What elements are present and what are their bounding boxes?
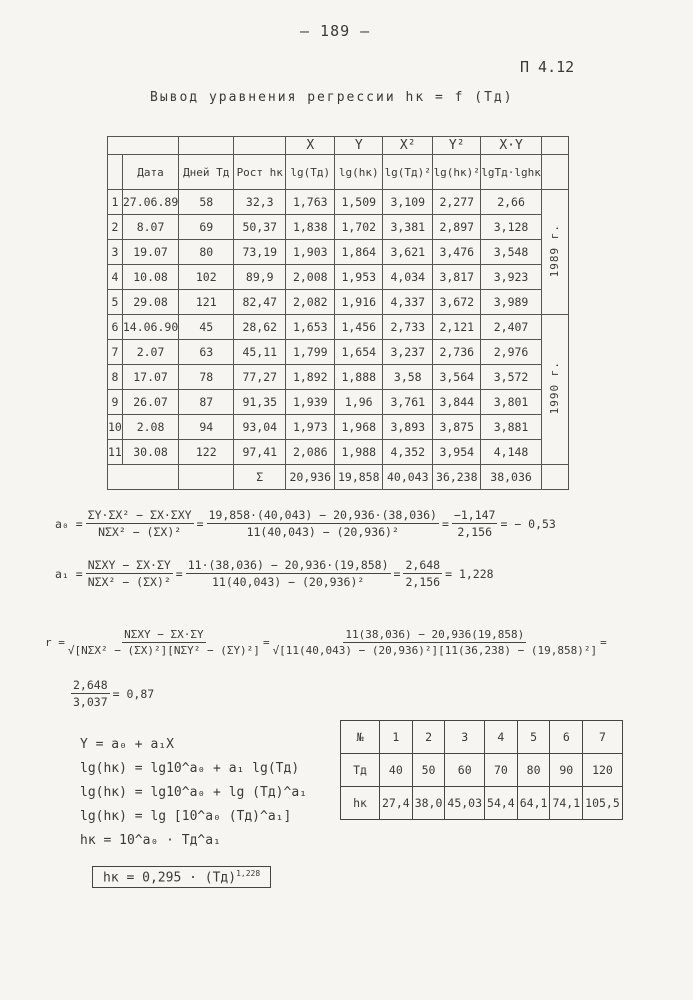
denominator: 2,156 xyxy=(457,525,492,539)
header-blank xyxy=(108,137,179,155)
denominator: 2,156 xyxy=(405,575,441,589)
table-cell: 3,989 xyxy=(481,290,542,315)
formula-a1: a₁ = $\frac{\text{NΣXY − ΣX·ΣY}}{\text{NΣX² − (ΣX)²}}$ = $\frac{11\cdot(38,036) - 20,936\cdot(19,858)}{\text{11(40,043) − (20,936)²}}$ = $\frac{2,648}{2,156}$ = 1,228 xyxy=(55,558,494,589)
table-cell: 93,04 xyxy=(234,415,286,440)
table-cell: 63 xyxy=(179,340,234,365)
table-cell: 7 xyxy=(583,721,623,754)
table-cell: 3,572 xyxy=(481,365,542,390)
table-cell: 7 xyxy=(108,340,123,365)
table-row xyxy=(341,787,623,820)
table-row xyxy=(108,290,569,315)
table-cell: 3,672 xyxy=(433,290,481,315)
header-blank xyxy=(234,137,286,155)
table-cell: 58 xyxy=(179,190,234,215)
step: lg(hк) = lg [10^a₀ (Tд)^a₁] xyxy=(80,809,292,824)
year-label-cell xyxy=(541,315,568,465)
table-cell: 80 xyxy=(517,754,550,787)
table-cell: 26.07 xyxy=(122,390,178,415)
table-cell: 73,19 xyxy=(234,240,286,265)
table-cell: 5 xyxy=(108,290,123,315)
document-title: Вывод уравнения регрессии hк = f (Tд) xyxy=(150,90,514,105)
table-cell: 4,337 xyxy=(383,290,433,315)
table-cell: 1,702 xyxy=(335,215,383,240)
table-cell: 102 xyxy=(179,265,234,290)
column-symbol: X² xyxy=(383,137,433,155)
table-cell: 3,109 xyxy=(383,190,433,215)
table-cell: 82,47 xyxy=(234,290,286,315)
table-cell: 87 xyxy=(179,390,234,415)
table-cell: 2.08 xyxy=(122,415,178,440)
header-row-symbols xyxy=(108,137,569,155)
table-cell: 3,761 xyxy=(383,390,433,415)
table-cell: 3,893 xyxy=(383,415,433,440)
page-reference: П 4.12 xyxy=(520,58,575,76)
table-cell: 3,875 xyxy=(433,415,481,440)
year-label: 1990 г. xyxy=(548,361,562,415)
table-cell: 2 xyxy=(412,721,445,754)
column-header: Рост hк xyxy=(234,155,286,190)
numerator: 11·(38,036) − 20,936·(19,858) xyxy=(187,558,389,572)
header-number xyxy=(108,155,123,190)
table-row xyxy=(108,340,569,365)
column-header: lg(Tд)² xyxy=(383,155,433,190)
table-cell: 69 xyxy=(179,215,234,240)
step: hк = 10^a₀ · Tд^a₁ xyxy=(80,833,221,848)
table-cell: 3,237 xyxy=(383,340,433,365)
table-cell: 45,03 xyxy=(445,787,485,820)
final-equation: hк = 0,295 · (Tд) xyxy=(103,870,237,886)
header-blank xyxy=(541,155,568,190)
r-result-numerator: 2,648 xyxy=(73,678,108,692)
table-cell: 9 xyxy=(108,390,123,415)
final-exponent: 1,228 xyxy=(236,869,261,878)
table-cell: 1,96 xyxy=(335,390,383,415)
table-cell: 45,11 xyxy=(234,340,286,365)
table-cell: 120 xyxy=(583,754,623,787)
sum-value: 20,936 xyxy=(286,465,335,490)
denominator: NΣX² − (ΣX)² xyxy=(98,525,182,539)
table-cell: 2,407 xyxy=(481,315,542,340)
denominator: NΣX² − (ΣX)² xyxy=(87,575,171,589)
table-cell: 1 xyxy=(108,190,123,215)
page-number: – 189 – xyxy=(300,22,371,40)
table-row xyxy=(341,721,623,754)
header-blank xyxy=(179,137,234,155)
table-cell: 10 xyxy=(108,415,123,440)
table-cell: 3,817 xyxy=(433,265,481,290)
table-cell: 3 xyxy=(445,721,485,754)
table-cell: 1,763 xyxy=(286,190,335,215)
row-label: Tд xyxy=(341,754,380,787)
table-row xyxy=(108,415,569,440)
table-cell: 19.07 xyxy=(122,240,178,265)
table-cell: 1,654 xyxy=(335,340,383,365)
table-cell: 1,968 xyxy=(335,415,383,440)
table-cell: 30.08 xyxy=(122,440,178,465)
lhs: a₁ = xyxy=(55,566,83,581)
table-cell: 1,653 xyxy=(286,315,335,340)
row-label: № xyxy=(341,721,380,754)
table-cell: 2,736 xyxy=(433,340,481,365)
table-row xyxy=(108,365,569,390)
formula-r-result xyxy=(68,678,154,709)
table-cell: 6 xyxy=(550,721,583,754)
step: Y = a₀ + a₁X xyxy=(80,737,174,752)
table-cell: 8.07 xyxy=(122,215,178,240)
table-cell: 4 xyxy=(485,721,518,754)
table-cell: 121 xyxy=(179,290,234,315)
result: = 1,228 xyxy=(445,566,494,581)
table-row xyxy=(108,240,569,265)
denominator: √[11(40,043) − (20,936)²][11(36,238) − (19,858)²] xyxy=(272,644,598,657)
sum-row xyxy=(108,465,569,490)
table-cell: 32,3 xyxy=(234,190,286,215)
table-cell: 8 xyxy=(108,365,123,390)
denominator: √[NΣX² − (ΣX)²][NΣY² − (ΣY)²] xyxy=(67,644,260,657)
table-cell: 3,954 xyxy=(433,440,481,465)
table-cell: 64,1 xyxy=(517,787,550,820)
column-symbol: Y xyxy=(335,137,383,155)
table-cell: 2,277 xyxy=(433,190,481,215)
table-cell: 3,923 xyxy=(481,265,542,290)
derivation-steps xyxy=(80,733,307,853)
table-cell: 1,988 xyxy=(335,440,383,465)
table-cell: 3,548 xyxy=(481,240,542,265)
table-cell: 2,897 xyxy=(433,215,481,240)
regression-data-table xyxy=(107,136,569,490)
table-cell: 90 xyxy=(550,754,583,787)
table-cell: 5 xyxy=(517,721,550,754)
formula-r: r = $\frac{\text{NΣXY − ΣX·ΣY}}{\text{√[NΣX² − (ΣX)²][NΣY² − (ΣY)²]}}$ = $\frac{11(38,036) - 20,936(19,858)}{\text{√[11(40,043) − (20,936)²][11(36,238) − (19,858)²]}}$ = xyxy=(45,628,607,657)
table-cell: 105,5 xyxy=(583,787,623,820)
table-cell: 60 xyxy=(445,754,485,787)
table-cell: 28,62 xyxy=(234,315,286,340)
table-cell: 29.08 xyxy=(122,290,178,315)
table-cell: 1,892 xyxy=(286,365,335,390)
table-cell: 1,799 xyxy=(286,340,335,365)
numerator: ΣY·ΣX² − ΣX·ΣXY xyxy=(87,508,192,522)
formula-a0: a₀ = $\frac{\text{ΣY·ΣX² − ΣX·ΣXY}}{\text{NΣX² − (ΣX)²}}$ = $\frac{19,858\cdot(40,043) - 20,936\cdot(38,036)}{\text{11(40,043) − (20,936)²}}$ = $\frac{-1,147}{2,156}$ = − 0,53 xyxy=(55,508,556,539)
column-header: lg(Tд) xyxy=(286,155,335,190)
step: lg(hк) = lg10^a₀ + lg (Tд)^a₁ xyxy=(80,785,307,800)
table-row xyxy=(108,190,569,215)
table-cell: 3 xyxy=(108,240,123,265)
r-result-denominator: 3,037 xyxy=(73,695,108,709)
table-cell: 1,888 xyxy=(335,365,383,390)
table-cell: 1,509 xyxy=(335,190,383,215)
numerator: NΣXY − ΣX·ΣY xyxy=(87,558,171,572)
table-cell: 4,034 xyxy=(383,265,433,290)
sum-label: Σ xyxy=(234,465,286,490)
row-label: hк xyxy=(341,787,380,820)
table-cell: 3,621 xyxy=(383,240,433,265)
sum-value: 40,043 xyxy=(383,465,433,490)
year-label-cell xyxy=(541,190,568,315)
table-cell: 122 xyxy=(179,440,234,465)
table-cell: 17.07 xyxy=(122,365,178,390)
table-cell: 3,476 xyxy=(433,240,481,265)
table-cell: 27,4 xyxy=(380,787,413,820)
table-cell: 2,082 xyxy=(286,290,335,315)
table-cell: 78 xyxy=(179,365,234,390)
predicted-values-table xyxy=(340,720,623,820)
numerator: 2,648 xyxy=(405,558,441,572)
sum-value: 36,238 xyxy=(433,465,481,490)
table-cell: 2,733 xyxy=(383,315,433,340)
table-cell: 1,838 xyxy=(286,215,335,240)
sum-blank xyxy=(179,465,234,490)
table-cell: 2,976 xyxy=(481,340,542,365)
sum-value: 38,036 xyxy=(481,465,542,490)
table-cell: 40 xyxy=(380,754,413,787)
table-cell: 2,008 xyxy=(286,265,335,290)
column-header: lg(hк) xyxy=(335,155,383,190)
table-cell: 27.06.89 xyxy=(122,190,178,215)
column-header: lg(hк)² xyxy=(433,155,481,190)
numerator: NΣXY − ΣX·ΣY xyxy=(124,628,204,641)
column-header: Дней Tд xyxy=(179,155,234,190)
table-cell: 14.06.90 xyxy=(122,315,178,340)
final-equation-box xyxy=(92,866,271,888)
table-cell: 4,148 xyxy=(481,440,542,465)
table-cell: 4,352 xyxy=(383,440,433,465)
table-cell: 1,903 xyxy=(286,240,335,265)
denominator: 11(40,043) − (20,936)² xyxy=(246,525,399,539)
table-cell: 1,864 xyxy=(335,240,383,265)
table-cell: 38,0 xyxy=(412,787,445,820)
table-row xyxy=(108,440,569,465)
step: lg(hк) = lg10^a₀ + a₁ lg(Tд) xyxy=(80,761,300,776)
table-cell: 50 xyxy=(412,754,445,787)
table-cell: 89,9 xyxy=(234,265,286,290)
numerator: 11(38,036) − 20,936(19,858) xyxy=(345,628,525,641)
header-row xyxy=(108,155,569,190)
denominator: 11(40,043) − (20,936)² xyxy=(211,575,365,589)
table-cell: 3,801 xyxy=(481,390,542,415)
result: = − 0,53 xyxy=(500,516,556,531)
table-cell: 77,27 xyxy=(234,365,286,390)
table-cell: 3,58 xyxy=(383,365,433,390)
table-cell: 91,35 xyxy=(234,390,286,415)
sum-blank xyxy=(541,465,568,490)
table-row xyxy=(341,754,623,787)
column-symbol: X xyxy=(286,137,335,155)
lhs: a₀ = xyxy=(55,516,83,531)
table-cell: 4 xyxy=(108,265,123,290)
header-blank xyxy=(541,137,568,155)
table-cell: 3,881 xyxy=(481,415,542,440)
table-cell: 2.07 xyxy=(122,340,178,365)
table-cell: 2,121 xyxy=(433,315,481,340)
sum-value: 19,858 xyxy=(335,465,383,490)
table-row xyxy=(108,215,569,240)
column-symbol: Y² xyxy=(433,137,481,155)
table-cell: 1,916 xyxy=(335,290,383,315)
table-cell: 6 xyxy=(108,315,123,340)
table-cell: 1,456 xyxy=(335,315,383,340)
table-cell: 2,66 xyxy=(481,190,542,215)
table-cell: 1,973 xyxy=(286,415,335,440)
table-cell: 1 xyxy=(380,721,413,754)
numerator: 19,858·(40,043) − 20,936·(38,036) xyxy=(208,508,437,522)
column-symbol: X·Y xyxy=(481,137,542,155)
table-cell: 74,1 xyxy=(550,787,583,820)
table-cell: 2,086 xyxy=(286,440,335,465)
numerator: −1,147 xyxy=(453,508,496,522)
column-header: lgTд·lghк xyxy=(481,155,542,190)
table-cell: 3,564 xyxy=(433,365,481,390)
table-cell: 80 xyxy=(179,240,234,265)
table-cell: 3,381 xyxy=(383,215,433,240)
year-label: 1989 г. xyxy=(548,223,562,278)
r-result: = 0,87 xyxy=(112,686,155,701)
table-cell: 70 xyxy=(485,754,518,787)
table-cell: 10.08 xyxy=(122,265,178,290)
table-cell: 11 xyxy=(108,440,123,465)
table-cell: 1,953 xyxy=(335,265,383,290)
table-row xyxy=(108,315,569,340)
column-header: Дата xyxy=(122,155,178,190)
table-cell: 97,41 xyxy=(234,440,286,465)
lhs: r = xyxy=(45,636,65,649)
table-row xyxy=(108,265,569,290)
table-cell: 2 xyxy=(108,215,123,240)
table-cell: 45 xyxy=(179,315,234,340)
table-cell: 54,4 xyxy=(485,787,518,820)
table-cell: 3,128 xyxy=(481,215,542,240)
table-cell: 1,939 xyxy=(286,390,335,415)
table-cell: 3,844 xyxy=(433,390,481,415)
table-cell: 94 xyxy=(179,415,234,440)
sum-blank xyxy=(108,465,179,490)
table-row xyxy=(108,390,569,415)
table-cell: 50,37 xyxy=(234,215,286,240)
